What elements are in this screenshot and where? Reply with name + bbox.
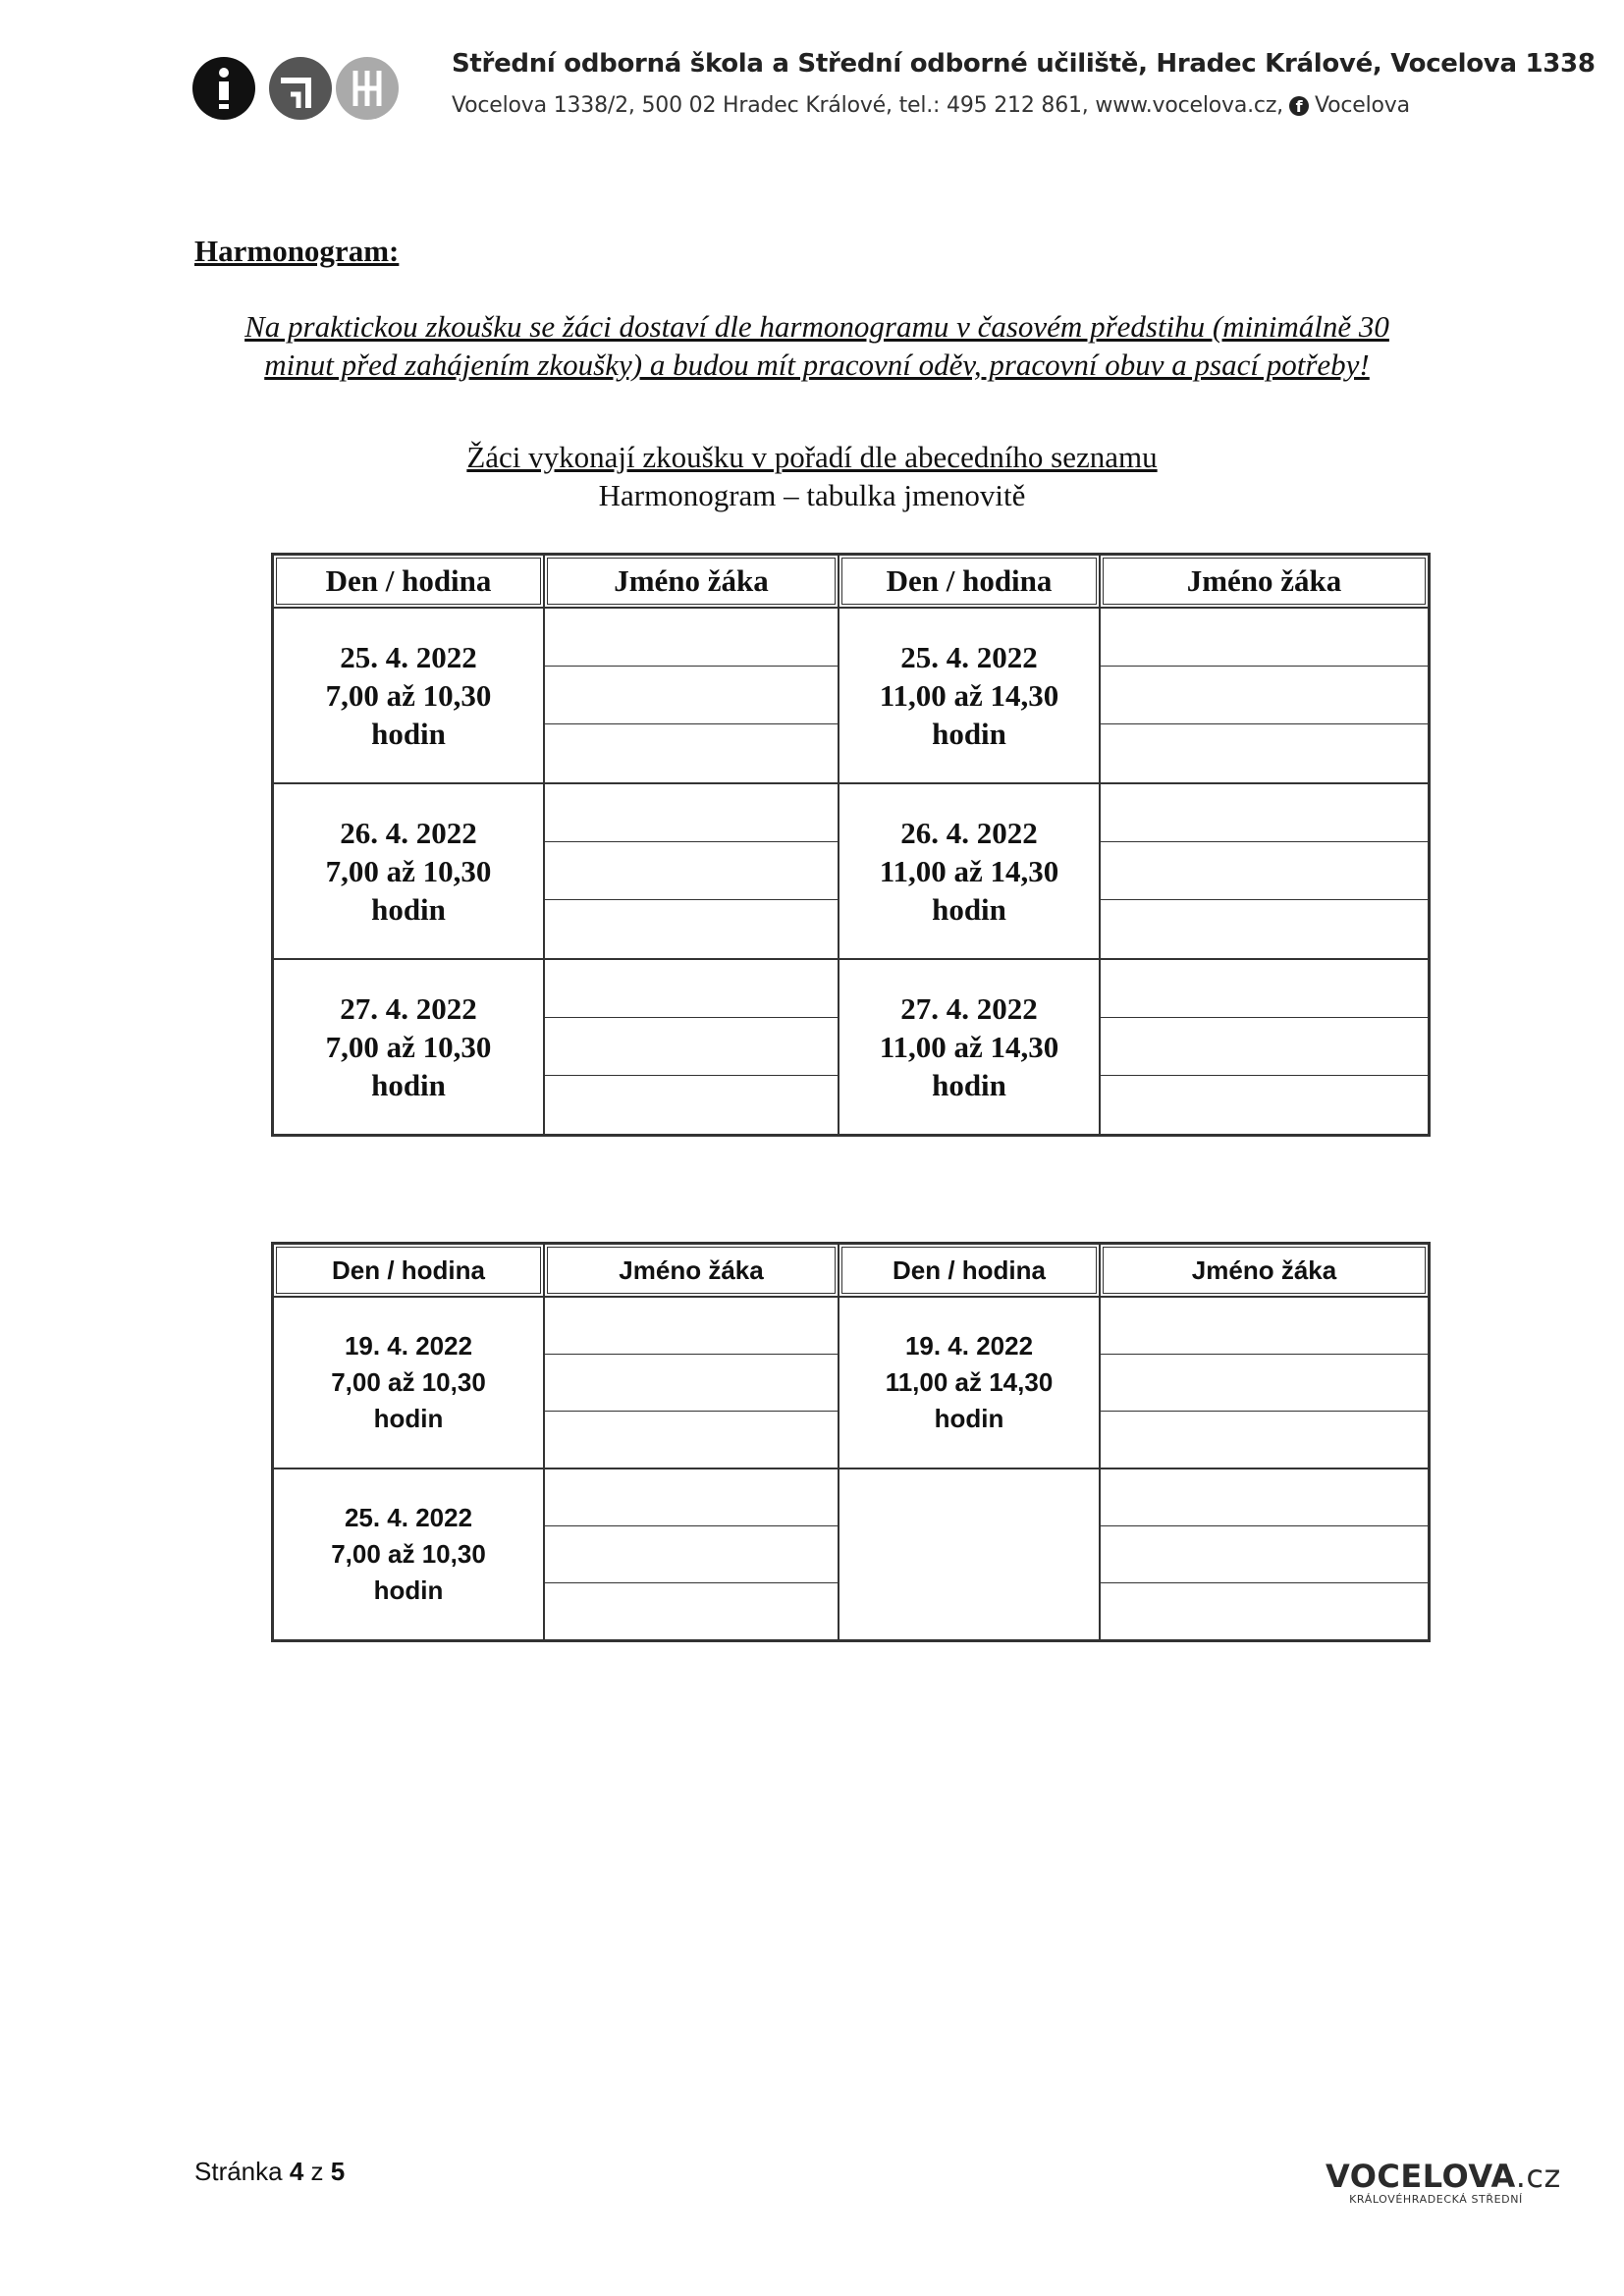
slot-date: 25. 4. 2022 <box>344 1503 473 1532</box>
brand-name-line <box>1326 2158 1561 2195</box>
document-heading: Harmonogram: <box>194 234 400 268</box>
table-header-row <box>273 555 1429 608</box>
page-prefix: Stránka <box>194 2157 283 2186</box>
column-header-day-hour: Den / hodina <box>273 1244 544 1297</box>
slot-time: 7,00 až 10,30 <box>325 1030 492 1064</box>
school-address-line <box>452 93 1445 118</box>
brand-logo <box>1326 2158 1561 2207</box>
name-entry-line <box>545 784 838 842</box>
column-header-student-name: Jméno žáka <box>544 555 839 608</box>
column-header-student-name: Jméno žáka <box>1100 1244 1429 1297</box>
school-address: Vocelova 1338/2, 500 02 Hradec Králové, tel.: 495 212 861, www.vocelova.cz, <box>452 93 1283 118</box>
name-entry-line <box>545 1355 838 1412</box>
slot-cell <box>273 783 544 959</box>
name-entry-line <box>545 667 838 724</box>
slot-cell <box>839 608 1100 783</box>
slot-cell <box>839 783 1100 959</box>
student-name-cell <box>1100 959 1429 1135</box>
arrival-notice <box>192 307 1441 384</box>
slot-date: 26. 4. 2022 <box>900 816 1038 850</box>
name-entry-line <box>1101 609 1428 667</box>
student-name-cell <box>1100 1297 1429 1468</box>
name-entry-line <box>1101 724 1428 781</box>
name-entry-line <box>545 960 838 1018</box>
facebook-label[interactable]: Vocelova <box>1314 93 1410 118</box>
name-entry-line <box>545 1076 838 1133</box>
slot-time: 7,00 až 10,30 <box>325 678 492 713</box>
name-entry-line <box>545 900 838 957</box>
slot-cell <box>839 959 1100 1135</box>
student-name-cell <box>544 1297 839 1468</box>
name-entry-line <box>1101 1412 1428 1468</box>
slot-time: 11,00 až 14,30 <box>885 1367 1054 1397</box>
column-header-day-hour: Den / hodina <box>839 1244 1100 1297</box>
info-circle-logo <box>192 57 255 120</box>
name-entry-line <box>545 1298 838 1355</box>
slot-time: 7,00 až 10,30 <box>331 1539 486 1569</box>
slot-cell <box>273 608 544 783</box>
slot-unit: hodin <box>373 1404 444 1433</box>
slot-time: 11,00 až 14,30 <box>879 1030 1059 1064</box>
student-name-cell <box>544 1468 839 1640</box>
table-header-row <box>273 1244 1429 1297</box>
name-entry-line <box>1101 842 1428 900</box>
name-entry-line <box>545 1583 838 1639</box>
name-entry-line <box>1101 784 1428 842</box>
page-separator: z <box>310 2157 324 2186</box>
slot-unit: hodin <box>932 717 1006 751</box>
student-name-cell <box>1100 783 1429 959</box>
column-header-student-name: Jméno žáka <box>544 1244 839 1297</box>
name-entry-line <box>1101 1076 1428 1133</box>
slot-cell <box>273 1297 544 1468</box>
name-entry-line <box>545 842 838 900</box>
notice-line-2: minut před zahájením zkoušky) a budou mít pracovní oděv, pracovní obuv a psací potřeby! <box>264 347 1370 382</box>
column-header-student-name: Jméno žáka <box>1100 555 1429 608</box>
step-circle-logo <box>269 57 332 120</box>
name-entry-line <box>545 1469 838 1526</box>
slot-time: 7,00 až 10,30 <box>325 854 492 888</box>
slot-time: 11,00 až 14,30 <box>879 854 1059 888</box>
student-name-cell <box>544 608 839 783</box>
name-entry-line <box>545 1018 838 1076</box>
slot-unit: hodin <box>371 892 446 927</box>
page-current: 4 <box>289 2157 304 2186</box>
student-name-cell <box>544 959 839 1135</box>
name-entry-line <box>545 1412 838 1468</box>
table-row <box>273 1468 1429 1640</box>
name-entry-line <box>1101 667 1428 724</box>
name-entry-line <box>1101 1355 1428 1412</box>
name-entry-line <box>1101 900 1428 957</box>
slot-date: 19. 4. 2022 <box>344 1331 473 1361</box>
schedule-table-2 <box>271 1242 1431 1642</box>
student-name-cell <box>1100 608 1429 783</box>
slot-cell <box>839 1297 1100 1468</box>
slot-date: 19. 4. 2022 <box>904 1331 1034 1361</box>
slot-unit: hodin <box>371 1068 446 1102</box>
table-row <box>273 783 1429 959</box>
brand-tld: .cz <box>1515 2158 1561 2195</box>
slot-unit: hodin <box>934 1404 1004 1433</box>
page-number <box>194 2157 345 2187</box>
table-subtitle: Harmonogram – tabulka jmenovitě <box>598 478 1026 512</box>
name-entry-line <box>1101 960 1428 1018</box>
slot-date: 25. 4. 2022 <box>900 640 1038 674</box>
order-instruction: Žáci vykonají zkoušku v pořadí dle abecedního seznamu <box>466 440 1158 474</box>
letters-circle-logo <box>336 57 399 120</box>
slot-date: 27. 4. 2022 <box>340 991 477 1026</box>
name-entry-line <box>1101 1526 1428 1583</box>
student-name-cell <box>544 783 839 959</box>
slot-date: 27. 4. 2022 <box>900 991 1038 1026</box>
student-name-cell <box>1100 1468 1429 1640</box>
slot-cell <box>273 1468 544 1640</box>
slot-unit: hodin <box>932 1068 1006 1102</box>
facebook-icon[interactable]: f <box>1289 96 1309 116</box>
name-entry-line <box>545 724 838 781</box>
name-entry-line <box>1101 1583 1428 1639</box>
page-total: 5 <box>330 2157 346 2186</box>
slot-unit: hodin <box>932 892 1006 927</box>
slot-date: 25. 4. 2022 <box>340 640 477 674</box>
empty-slot-cell <box>839 1468 1100 1640</box>
brand-tagline: KRÁLOVÉHRADECKÁ STŘEDNÍ <box>1349 2193 1523 2206</box>
name-entry-line <box>1101 1018 1428 1076</box>
brand-name: VOCELOVA <box>1326 2158 1516 2195</box>
notice-line-1: Na praktickou zkoušku se žáci dostaví dle harmonogramu v časovém předstihu (minimálně 30 <box>244 309 1389 344</box>
name-entry-line <box>1101 1298 1428 1355</box>
schedule-table-1 <box>271 553 1431 1137</box>
name-entry-line <box>1101 1469 1428 1526</box>
slot-cell <box>273 959 544 1135</box>
school-name: Střední odborná škola a Střední odborné učiliště, Hradec Králové, Vocelova 1338 <box>452 49 1596 79</box>
slot-date: 26. 4. 2022 <box>340 816 477 850</box>
slot-unit: hodin <box>371 717 446 751</box>
column-header-day-hour: Den / hodina <box>839 555 1100 608</box>
name-entry-line <box>545 1526 838 1583</box>
slot-time: 11,00 až 14,30 <box>879 678 1059 713</box>
column-header-day-hour: Den / hodina <box>273 555 544 608</box>
table-row <box>273 959 1429 1135</box>
slot-time: 7,00 až 10,30 <box>331 1367 486 1397</box>
slot-unit: hodin <box>373 1575 444 1605</box>
name-entry-line <box>545 609 838 667</box>
table-row <box>273 1297 1429 1468</box>
table-row <box>273 608 1429 783</box>
